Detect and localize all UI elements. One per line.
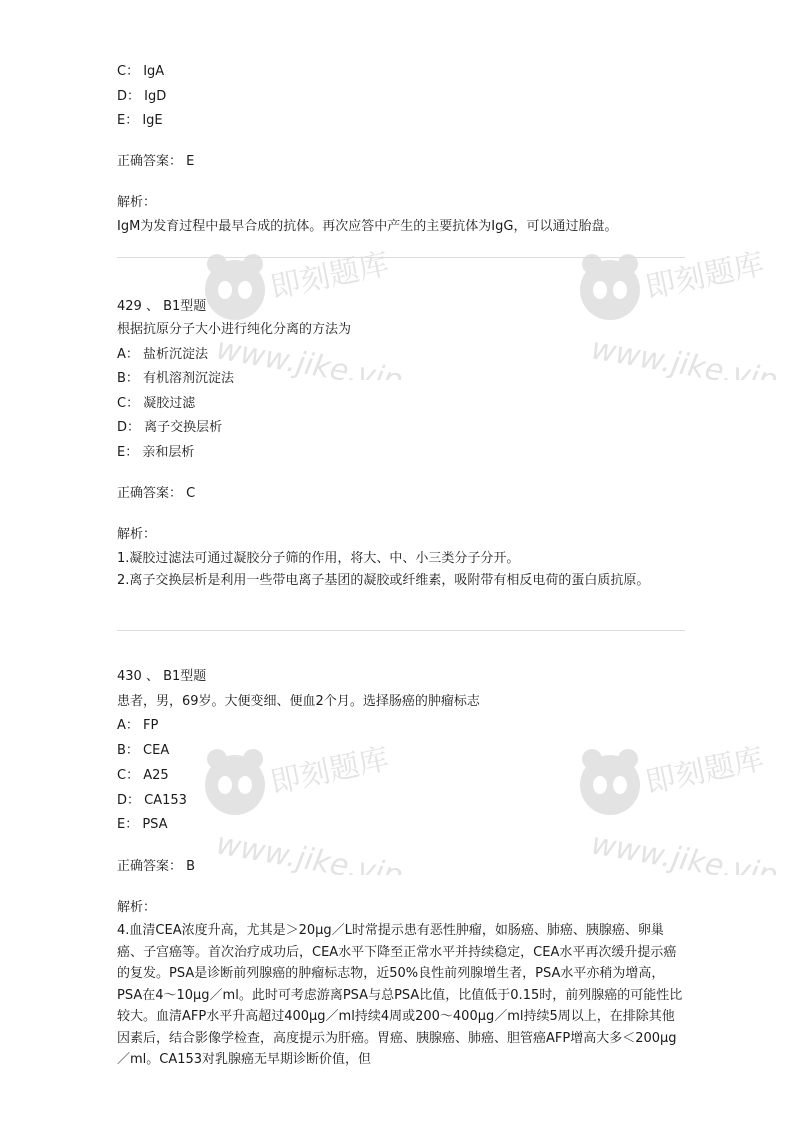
correct-answer: 正确答案： E: [117, 154, 195, 169]
option-a: A： 盐析沉淀法: [117, 347, 209, 362]
question-stem: 根据抗原分子大小进行纯化分离的方法为: [117, 322, 352, 337]
question-header: 429 、 B1型题: [117, 299, 207, 314]
option-c: C： 凝胶过滤: [117, 396, 196, 411]
svg-text:www.jike.vip: www.jike.vip: [588, 826, 781, 875]
watermark-bottom-right: [570, 735, 800, 879]
option-a: A： FP: [117, 718, 159, 733]
svg-text:即刻题库: 即刻题库: [267, 741, 393, 801]
option-e: E： IgE: [117, 113, 163, 128]
watermark-bottom-left: [195, 735, 435, 879]
question-header: 430 、 B1型题: [117, 669, 207, 684]
panda-logo-icon: [195, 735, 435, 875]
option-d: D： CA153: [117, 793, 187, 808]
correct-answer: 正确答案： B: [117, 859, 196, 874]
svg-text:www.jike.vip: www.jike.vip: [213, 331, 406, 380]
watermark-top-left: [195, 240, 435, 384]
analysis-label: 解析：: [117, 900, 157, 915]
option-e: E： 亲和层析: [117, 445, 195, 460]
watermark-top-right: [570, 240, 800, 384]
svg-text:www.jike.vip: www.jike.vip: [588, 331, 781, 380]
analysis-label: 解析：: [117, 527, 157, 542]
option-b: B： CEA: [117, 743, 170, 758]
svg-text:即刻题库: 即刻题库: [642, 741, 768, 801]
correct-answer: 正确答案： C: [117, 486, 196, 501]
option-d: D： 离子交换层析: [117, 420, 223, 435]
question-stem: 患者，男，69岁。大便变细、便血2个月。选择肠癌的肿瘤标志: [117, 694, 480, 709]
svg-text:即刻题库: 即刻题库: [642, 246, 768, 306]
option-b: B： 有机溶剂沉淀法: [117, 371, 235, 386]
analysis-text: IgM为发育过程中最早合成的抗体。再次应答中产生的主要抗体为IgG，可以通过胎盘。: [117, 219, 618, 234]
option-e: E： PSA: [117, 817, 168, 832]
option-d: D： IgD: [117, 89, 167, 104]
panda-logo-icon: [195, 240, 435, 380]
option-c: C： A25: [117, 768, 169, 783]
divider: [117, 630, 685, 631]
panda-logo-icon: [570, 240, 800, 380]
analysis-text: 4.血清CEA浓度升高，尤其是＞20μg／L时常提示患有恶性肿瘤，如肠癌、肺癌、胰腺癌、卵巢癌、子宫癌等。首次治疗成功后，CEA水平下降至正常水平并持续稳定，CEA水平再次缓升提示癌的复发。PSA是诊断前列腺癌的肿瘤标志物，近50%良性前列腺增生者，PSA水平亦稍为增高，PSA在4～10μg／ml。此时可考虑游离PSA与总PSA比值，比值低于0.15时，前列腺癌的可能性比较大。血清AFP水平升高超过400μg／ml持续4周或200～400μg／ml持续5周以上，在排除其他因素后，结合影像学检查，高度提示为肝癌。胃癌、胰腺癌、肺癌、胆管癌AFP增高大多＜200μg／ml。CA153对乳腺癌无早期诊断价值，但: [117, 923, 683, 1067]
panda-logo-icon: [570, 735, 800, 875]
analysis-label: 解析：: [117, 195, 157, 210]
svg-text:www.jike.vip: www.jike.vip: [213, 826, 406, 875]
option-c: C： IgA: [117, 64, 165, 79]
svg-text:即刻题库: 即刻题库: [267, 246, 393, 306]
analysis-text: 1.凝胶过滤法可通过凝胶分子筛的作用，将大、中、小三类分子分开。: [117, 551, 520, 566]
divider: [117, 257, 685, 258]
analysis-text: 2.离子交换层析是利用一些带电离子基团的凝胶或纤维素，吸附带有相反电荷的蛋白质抗原。: [117, 573, 650, 588]
